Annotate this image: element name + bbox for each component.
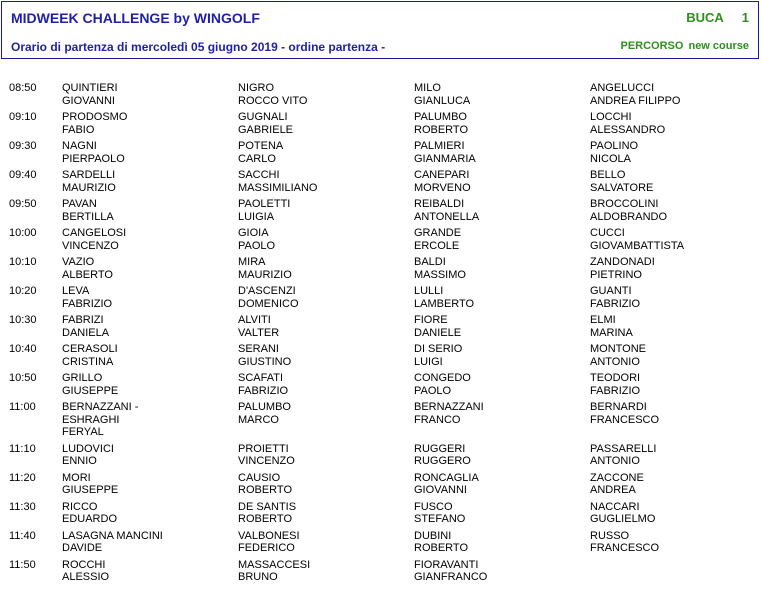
- tee-time-row: [0, 443, 762, 472]
- player-cell: [62, 372, 238, 397]
- player-first-name: ANTONIO: [590, 355, 640, 368]
- player-surname: CERASOLI: [62, 343, 118, 355]
- player-cell: [590, 111, 762, 136]
- player-surname: TEODORI: [590, 372, 641, 384]
- player-surname: GUGNALI: [238, 111, 288, 123]
- player-surname: PALUMBO: [238, 401, 291, 413]
- player-surname: VALBONESI: [238, 529, 300, 542]
- tee-time-row: [0, 140, 762, 169]
- player-surname: PAOLETTI: [238, 198, 291, 210]
- player-surname: SARDELLI: [62, 169, 116, 181]
- player-cell: [62, 169, 238, 194]
- player-first-name: VALTER: [238, 326, 280, 339]
- player-surname: PALMIERI: [414, 140, 465, 152]
- player-surname: LUDOVICI: [62, 442, 114, 455]
- player-surname: GUANTI: [590, 285, 632, 297]
- tee-time: 10:40: [9, 343, 37, 355]
- tee-time-row: [0, 343, 762, 372]
- player-surname: RICCO: [62, 500, 98, 513]
- player-first-name: FRANCESCO: [590, 542, 660, 554]
- player-first-name: GIANMARIA: [414, 152, 476, 165]
- player-cell: [414, 401, 590, 426]
- player-cell: [238, 559, 414, 584]
- player-first-name: MAURIZIO: [62, 181, 116, 194]
- player-first-name: GUGLIELMO: [590, 513, 656, 525]
- player-first-name: FRANCESCO: [590, 413, 660, 426]
- player-cell: [414, 256, 590, 281]
- player-cell: [62, 501, 238, 526]
- player-cell: [414, 472, 590, 497]
- player-first-name: FERYAL: [62, 426, 104, 438]
- player-cell: [238, 140, 414, 165]
- player-cell: [414, 501, 590, 526]
- player-surname: LASAGNA MANCINI: [62, 529, 163, 542]
- player-first-name: GIUSEPPE: [62, 484, 119, 496]
- tee-time-row: [0, 314, 762, 343]
- player-surname: SERANI: [238, 343, 279, 355]
- player-surname: FIORE: [414, 314, 448, 326]
- tee-time-row: [0, 227, 762, 256]
- player-surname: FIORAVANTI: [414, 558, 479, 571]
- player-cell: [62, 559, 238, 584]
- player-cell: [62, 111, 238, 136]
- player-first-name: VINCENZO: [238, 455, 295, 467]
- player-first-name: GIOVANNI: [62, 94, 115, 107]
- player-first-name: FABRIZIO: [62, 297, 113, 310]
- player-cell: [414, 169, 590, 194]
- player-first-name: GIANFRANCO: [414, 571, 488, 583]
- player-cell: [238, 169, 414, 194]
- player-surname: PAVAN: [62, 198, 97, 210]
- player-cell: [590, 227, 762, 252]
- tee-time-row: [0, 285, 762, 314]
- player-cell: [590, 285, 762, 310]
- player-cell: [238, 372, 414, 397]
- player-first-name: DANIELA: [62, 326, 110, 339]
- player-cell: [62, 285, 238, 310]
- player-surname: RUGGERI: [414, 442, 466, 455]
- page-title: MIDWEEK CHALLENGE by WINGOLF: [11, 10, 260, 26]
- player-first-name: ANTONIO: [590, 455, 640, 467]
- player-first-name: MARCO: [238, 413, 279, 426]
- player-cell: [238, 285, 414, 310]
- player-first-name: ROBERTO: [414, 542, 468, 554]
- player-first-name: LUIGIA: [238, 210, 275, 223]
- player-first-name: ROBERTO: [238, 484, 292, 496]
- tee-time: 08:50: [9, 82, 37, 94]
- player-cell: [590, 372, 762, 397]
- player-first-name: ALDOBRANDO: [590, 210, 668, 223]
- player-surname: VAZIO: [62, 256, 95, 268]
- tee-time-row: [0, 111, 762, 140]
- player-cell: [414, 343, 590, 368]
- player-first-name: DOMENICO: [238, 297, 299, 310]
- player-cell: [62, 401, 238, 439]
- player-first-name: RUGGERO: [414, 455, 471, 467]
- player-cell: [590, 169, 762, 194]
- buca-label: BUCA: [686, 10, 724, 25]
- player-surname: BELLO: [590, 169, 626, 181]
- player-cell: [62, 343, 238, 368]
- player-first-name: MAURIZIO: [238, 268, 292, 281]
- player-cell: [590, 401, 762, 426]
- player-surname: CANGELOSI: [62, 227, 127, 239]
- player-cell: [238, 82, 414, 107]
- tee-time: 11:20: [9, 471, 36, 484]
- player-surname: RUSSO: [590, 529, 630, 542]
- tee-time: 10:20: [9, 285, 37, 297]
- player-first-name: CARLO: [238, 152, 276, 165]
- percorso-indicator: [621, 40, 750, 52]
- player-cell: [414, 82, 590, 107]
- player-cell: [590, 314, 762, 339]
- player-first-name: LAMBERTO: [414, 297, 475, 310]
- player-first-name: ALESSIO: [62, 571, 110, 583]
- player-cell: [590, 343, 762, 368]
- player-cell: [238, 111, 414, 136]
- tee-time-row: [0, 501, 762, 530]
- player-first-name: GIUSEPPE: [62, 384, 119, 397]
- player-first-name: FABRIZIO: [590, 297, 641, 310]
- player-cell: [590, 530, 762, 555]
- player-cell: [414, 530, 590, 555]
- player-surname: NAGNI: [62, 140, 97, 152]
- player-surname: ELMI: [590, 314, 616, 326]
- player-cell: [238, 443, 414, 468]
- player-surname: FUSCO: [414, 500, 453, 513]
- player-cell: [62, 256, 238, 281]
- player-surname: SACCHI: [238, 169, 280, 181]
- player-first-name: ROCCO VITO: [238, 94, 308, 107]
- player-first-name: ENNIO: [62, 455, 97, 467]
- player-surname: GRILLO: [62, 372, 103, 384]
- player-cell: [62, 530, 238, 555]
- player-first-name: ALESSANDRO: [590, 123, 666, 136]
- player-surname: MASSACCESI: [238, 558, 311, 571]
- player-surname: LULLI: [414, 285, 444, 297]
- player-surname: BALDI: [414, 256, 446, 268]
- player-surname: BERNAZZANI: [414, 401, 484, 413]
- player-first-name: SALVATORE: [590, 181, 654, 194]
- player-surname: NACCARI: [590, 500, 640, 513]
- percorso-label: PERCORSO: [620, 40, 684, 52]
- player-surname: D'ASCENZI: [238, 285, 296, 297]
- player-surname: PAOLINO: [590, 140, 639, 152]
- player-surname: PROIETTI: [238, 442, 289, 455]
- page-subtitle: Orario di partenza di mercoledì 05 giugno 2019 - ordine partenza -: [11, 40, 386, 54]
- player-first-name: BRUNO: [238, 571, 278, 583]
- tee-time-row: [0, 198, 762, 227]
- player-first-name: GABRIELE: [238, 123, 294, 136]
- tee-time-row: [0, 401, 762, 443]
- player-cell: [62, 472, 238, 497]
- player-cell: [414, 559, 590, 584]
- player-surname: DUBINI: [414, 529, 452, 542]
- player-cell: [238, 530, 414, 555]
- tee-time: 11:00: [9, 401, 36, 413]
- player-surname: CANEPARI: [414, 169, 470, 181]
- player-cell: [590, 443, 762, 468]
- player-cell: [590, 472, 762, 497]
- player-first-name: ERCOLE: [414, 239, 460, 252]
- tee-time: 09:10: [9, 111, 37, 123]
- player-cell: [238, 401, 414, 426]
- player-first-name: GIOVANNI: [414, 484, 467, 496]
- tee-time-row: [0, 530, 762, 559]
- tee-time: 11:50: [9, 558, 36, 571]
- player-cell: [238, 501, 414, 526]
- player-surname: ZANDONADI: [590, 256, 655, 268]
- player-first-name: MASSIMO: [414, 268, 466, 281]
- player-first-name: MASSIMILIANO: [238, 181, 318, 194]
- player-first-name: PIERPAOLO: [62, 152, 125, 165]
- player-first-name: FABRIZIO: [590, 384, 641, 397]
- player-cell: [414, 111, 590, 136]
- player-cell: [590, 256, 762, 281]
- player-surname: ROCCHI: [62, 558, 106, 571]
- player-first-name: GIUSTINO: [238, 355, 292, 368]
- player-first-name: FRANCO: [414, 413, 461, 426]
- player-first-name: FABIO: [62, 123, 95, 136]
- player-first-name: FABRIZIO: [238, 384, 289, 397]
- player-cell: [62, 227, 238, 252]
- player-surname: CAUSIO: [238, 471, 281, 484]
- player-first-name: ALBERTO: [62, 268, 113, 281]
- tee-time-table: [0, 82, 762, 588]
- tee-time: 10:50: [9, 372, 37, 384]
- player-first-name: EDUARDO: [62, 513, 118, 525]
- player-surname: PASSARELLI: [590, 442, 657, 455]
- player-first-name: MORVENO: [414, 181, 471, 194]
- player-cell: [62, 443, 238, 468]
- tee-time-row: [0, 82, 762, 111]
- player-cell: [62, 198, 238, 223]
- tee-time: 10:10: [9, 256, 37, 268]
- player-surname: ANGELUCCI: [590, 82, 655, 94]
- player-first-name: ROBERTO: [238, 513, 292, 525]
- player-first-name: DAVIDE: [62, 542, 103, 554]
- player-first-name: DANIELE: [414, 326, 462, 339]
- player-first-name: FEDERICO: [238, 542, 295, 554]
- player-surname: CUCCI: [590, 227, 625, 239]
- player-surname: LOCCHI: [590, 111, 632, 123]
- player-first-name: NICOLA: [590, 152, 631, 165]
- player-surname: MONTONE: [590, 343, 647, 355]
- player-cell: [238, 343, 414, 368]
- player-first-name: PIETRINO: [590, 268, 642, 281]
- player-cell: [414, 372, 590, 397]
- player-surname: FABRIZI: [62, 314, 104, 326]
- buca-value: 1: [741, 10, 749, 25]
- player-cell: [590, 198, 762, 223]
- player-cell: [590, 82, 762, 107]
- player-cell: [238, 198, 414, 223]
- player-first-name: GIANLUCA: [414, 94, 471, 107]
- tee-time-row: [0, 169, 762, 198]
- player-surname: REIBALDI: [414, 198, 465, 210]
- player-cell: [414, 314, 590, 339]
- player-first-name: GIOVAMBATTISTA: [590, 239, 685, 252]
- player-cell: [590, 140, 762, 165]
- player-surname: DE SANTIS: [238, 500, 297, 513]
- player-surname: POTENA: [238, 140, 284, 152]
- player-surname: BROCCOLINI: [590, 198, 659, 210]
- player-surname: MILO: [414, 82, 441, 94]
- tee-time-row: [0, 559, 762, 588]
- player-surname: BERNARDI: [590, 401, 647, 413]
- tee-time: 11:10: [9, 442, 36, 455]
- tee-time-row: [0, 256, 762, 285]
- player-cell: [414, 443, 590, 468]
- player-surname: PRODOSMO: [62, 111, 128, 123]
- tee-time-row: [0, 472, 762, 501]
- player-first-name: MARINA: [590, 326, 633, 339]
- player-first-name: CRISTINA: [62, 355, 114, 368]
- player-cell: [238, 314, 414, 339]
- player-first-name: ANTONELLA: [414, 210, 480, 223]
- player-surname: MIRA: [238, 256, 266, 268]
- player-cell: [414, 140, 590, 165]
- player-surname: BERNAZZANI - ESHRAGHI: [62, 401, 139, 426]
- player-surname: CONGEDO: [414, 372, 471, 384]
- player-cell: [238, 472, 414, 497]
- player-cell: [62, 314, 238, 339]
- player-surname: GRANDE: [414, 227, 462, 239]
- player-surname: QUINTIERI: [62, 82, 118, 94]
- tee-time: 09:40: [9, 169, 37, 181]
- tee-time: 11:30: [9, 500, 36, 513]
- player-cell: [414, 227, 590, 252]
- player-first-name: LUIGI: [414, 355, 443, 368]
- tee-time: 10:30: [9, 314, 37, 326]
- player-surname: ALVITI: [238, 314, 271, 326]
- player-first-name: VINCENZO: [62, 239, 119, 252]
- player-first-name: ANDREA FILIPPO: [590, 94, 681, 107]
- player-first-name: BERTILLA: [62, 210, 114, 223]
- player-surname: NIGRO: [238, 82, 275, 94]
- tee-time: 11:40: [9, 529, 36, 542]
- player-cell: [238, 256, 414, 281]
- player-first-name: STEFANO: [414, 513, 466, 525]
- player-cell: [62, 82, 238, 107]
- player-first-name: PAOLO: [414, 384, 452, 397]
- player-cell: [238, 227, 414, 252]
- tee-time: 10:00: [9, 227, 37, 239]
- tee-time-row: [0, 372, 762, 401]
- player-first-name: ROBERTO: [414, 123, 468, 136]
- player-cell: [414, 198, 590, 223]
- tee-time: 09:50: [9, 198, 37, 210]
- player-surname: DI SERIO: [414, 343, 463, 355]
- player-surname: SCAFATI: [238, 372, 284, 384]
- player-surname: MORI: [62, 471, 91, 484]
- player-first-name: ANDREA: [590, 484, 636, 496]
- header-box: [1, 1, 759, 59]
- player-surname: RONCAGLIA: [414, 471, 479, 484]
- tee-time: 09:30: [9, 140, 37, 152]
- player-cell: [414, 285, 590, 310]
- percorso-value: new course: [688, 40, 749, 52]
- player-surname: PALUMBO: [414, 111, 467, 123]
- player-cell: [62, 140, 238, 165]
- player-first-name: PAOLO: [238, 239, 276, 252]
- player-surname: LEVA: [62, 285, 90, 297]
- player-cell: [590, 501, 762, 526]
- buca-indicator: [686, 10, 749, 25]
- player-surname: ZACCONE: [590, 471, 644, 484]
- player-surname: GIOIA: [238, 227, 269, 239]
